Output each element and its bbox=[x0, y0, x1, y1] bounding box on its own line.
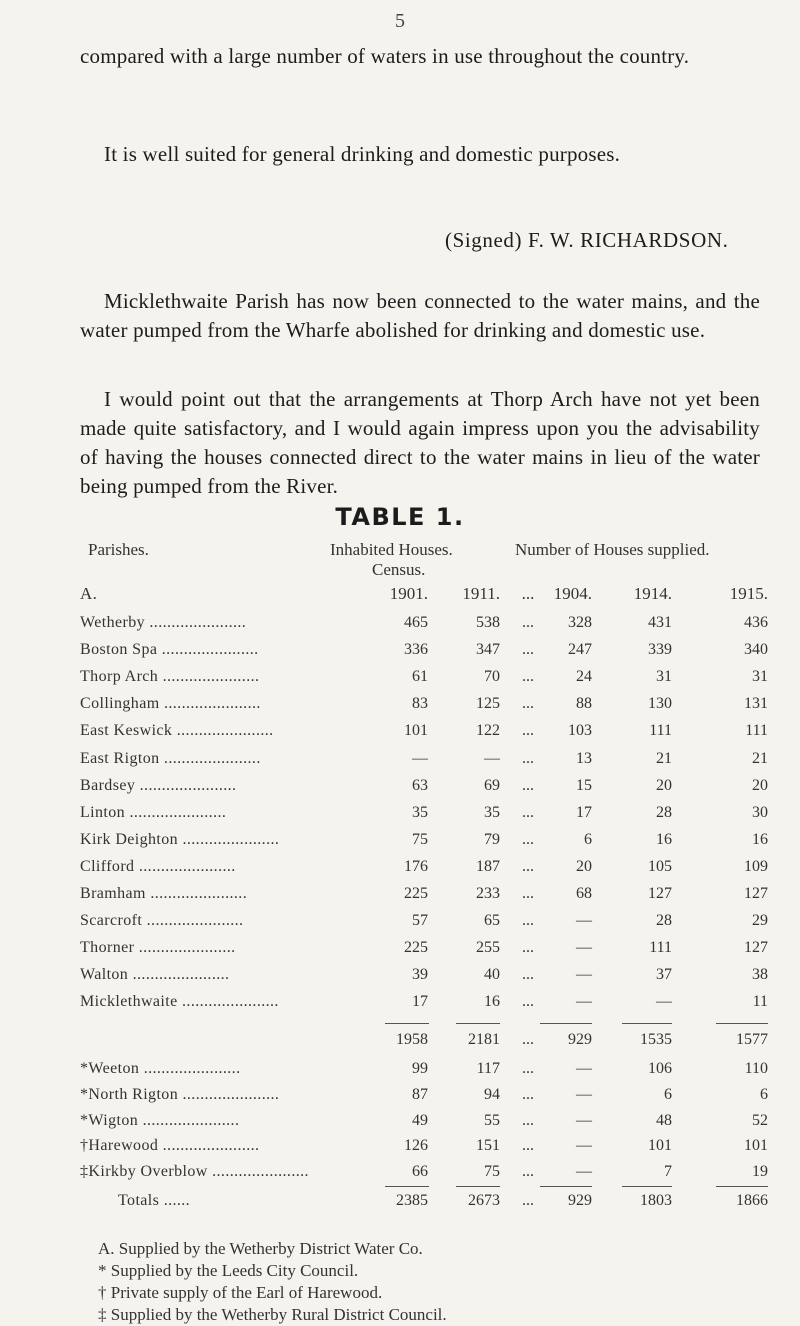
houses-1911: 94 bbox=[484, 1085, 500, 1103]
supplied-1914: 127 bbox=[648, 885, 672, 902]
leader-dots: ...................... bbox=[162, 668, 260, 686]
houses-1911: 35 bbox=[484, 803, 500, 821]
totals-separator: ... bbox=[522, 1192, 534, 1209]
houses-1911: — bbox=[484, 749, 500, 767]
rule bbox=[716, 1023, 768, 1024]
parish-name bbox=[80, 939, 385, 957]
houses-1911: 70 bbox=[484, 668, 500, 686]
supplied-1904: — bbox=[576, 912, 592, 930]
houses-1911: 75 bbox=[484, 1163, 500, 1181]
subtotal-row bbox=[0, 1031, 800, 1057]
houses-1911: 55 bbox=[484, 1111, 500, 1129]
parish-label: East Rigton bbox=[80, 749, 160, 767]
supplied-1904: — bbox=[576, 1163, 592, 1181]
parish-name bbox=[80, 993, 385, 1011]
parish-name bbox=[80, 966, 385, 984]
rule bbox=[622, 1023, 672, 1024]
houses-1901: 49 bbox=[412, 1111, 428, 1129]
table-row bbox=[0, 722, 800, 748]
houses-1911: 187 bbox=[476, 857, 500, 875]
houses-1901: 465 bbox=[404, 614, 428, 631]
subtotal-1915: 1577 bbox=[736, 1031, 768, 1048]
supplied-1915: 6 bbox=[760, 1085, 768, 1103]
totals-1904: 929 bbox=[568, 1192, 592, 1209]
supplied-1915: 21 bbox=[752, 749, 768, 767]
houses-1911: 65 bbox=[484, 912, 500, 930]
houses-1901: 99 bbox=[412, 1060, 428, 1077]
column-separator: ... bbox=[522, 857, 534, 875]
table-row bbox=[0, 966, 800, 992]
table-row bbox=[0, 695, 800, 721]
supplied-1915: 30 bbox=[752, 803, 768, 821]
houses-1901: 61 bbox=[412, 668, 428, 686]
header-inhabited-houses: Inhabited Houses. bbox=[330, 540, 453, 559]
supplied-1914: — bbox=[656, 993, 672, 1011]
year-1911: 1911. bbox=[462, 584, 500, 603]
parish-name bbox=[80, 1163, 385, 1181]
supplied-1904: 20 bbox=[576, 857, 592, 875]
subtotal-1904: 929 bbox=[568, 1031, 592, 1048]
houses-1901: 57 bbox=[412, 912, 428, 930]
column-separator: ... bbox=[522, 1137, 534, 1155]
houses-1901: — bbox=[412, 749, 428, 767]
column-separator: ... bbox=[522, 912, 534, 930]
parish-name bbox=[80, 668, 385, 686]
intro-paragraph: compared with a large number of waters in use throughout the country. bbox=[80, 44, 690, 68]
supplied-1914: 48 bbox=[656, 1111, 672, 1129]
houses-1911: 233 bbox=[476, 885, 500, 902]
houses-1901: 75 bbox=[412, 830, 428, 848]
column-separator: ... bbox=[522, 722, 534, 740]
header-years-row bbox=[0, 584, 800, 610]
supplied-1915: 436 bbox=[744, 614, 768, 631]
totals-row bbox=[0, 1192, 800, 1218]
group-a-label: A. bbox=[80, 584, 98, 603]
column-separator: ... bbox=[522, 1111, 534, 1129]
supplied-1904: — bbox=[576, 1060, 592, 1077]
leader-dots: ...................... bbox=[162, 1137, 260, 1155]
column-separator: ... bbox=[522, 1163, 534, 1181]
table-row bbox=[0, 858, 800, 884]
leader-dots: ...................... bbox=[176, 722, 274, 740]
supplied-1904: 15 bbox=[576, 776, 592, 794]
supplied-1915: 20 bbox=[752, 776, 768, 794]
supplied-1914: 339 bbox=[648, 641, 672, 659]
leader-dots: ...................... bbox=[182, 1085, 280, 1103]
table-row bbox=[0, 1086, 800, 1112]
supplied-1915: 127 bbox=[744, 885, 768, 902]
year-1915: 1915. bbox=[729, 584, 768, 603]
rule bbox=[716, 1186, 768, 1187]
houses-1911: 79 bbox=[484, 830, 500, 848]
rule bbox=[385, 1186, 429, 1187]
supplied-1915: 101 bbox=[744, 1137, 768, 1155]
parish-name bbox=[80, 885, 385, 903]
supplied-1915: 19 bbox=[752, 1163, 768, 1181]
table-row bbox=[0, 993, 800, 1019]
parish-name bbox=[80, 777, 385, 795]
supplied-1915: 109 bbox=[744, 857, 768, 875]
supplied-1915: 11 bbox=[752, 993, 768, 1011]
supplied-1914: 105 bbox=[648, 857, 672, 875]
parish-label: Clifford bbox=[80, 857, 135, 875]
houses-1911: 117 bbox=[476, 1060, 500, 1077]
parish-label: ‡Kirkby Overblow bbox=[80, 1163, 208, 1181]
supplied-1915: 31 bbox=[752, 668, 768, 686]
micklethwaite-paragraph: Micklethwaite Parish has now been connected to the water mains, and the water pumped from the Wharfe abolished for drinking and domestic use. bbox=[80, 289, 760, 342]
header-census: Census. bbox=[372, 560, 426, 579]
signature: (Signed) F. W. RICHARDSON. bbox=[445, 228, 729, 252]
header-parishes: Parishes. bbox=[88, 540, 149, 559]
parish-name bbox=[80, 1137, 385, 1155]
rule bbox=[540, 1186, 592, 1187]
houses-1901: 66 bbox=[412, 1163, 428, 1181]
supplied-1914: 21 bbox=[656, 749, 672, 767]
table-row bbox=[0, 1112, 800, 1138]
supplied-1904: 6 bbox=[584, 830, 592, 848]
parish-label: *North Rigton bbox=[80, 1085, 179, 1103]
supplied-1914: 111 bbox=[649, 939, 672, 957]
parish-label: Bramham bbox=[80, 885, 146, 902]
parish-label: Bardsey bbox=[80, 776, 136, 794]
subtotal-1914: 1535 bbox=[640, 1031, 672, 1048]
supplied-1915: 340 bbox=[744, 641, 768, 659]
column-separator: ... bbox=[522, 776, 534, 794]
year-1914: 1914. bbox=[633, 584, 672, 603]
thorp-arch-paragraph: I would point out that the arrangements at Thorp Arch have not yet been made quite satisfactory, and I would again impress upon you the advisability of having the houses connected direct to the water mains in lieu of the water being pumped from the River. bbox=[80, 387, 760, 498]
parish-label: Walton bbox=[80, 966, 129, 984]
supplied-1915: 127 bbox=[744, 939, 768, 957]
houses-1901: 336 bbox=[404, 641, 428, 659]
houses-1901: 35 bbox=[412, 803, 428, 821]
supplied-1915: 16 bbox=[752, 830, 768, 848]
column-separator: ... bbox=[522, 993, 534, 1011]
rule bbox=[622, 1186, 672, 1187]
parish-name bbox=[80, 858, 385, 876]
table-row bbox=[0, 912, 800, 938]
supplied-1914: 130 bbox=[648, 695, 672, 713]
parish-label: Kirk Deighton bbox=[80, 830, 179, 848]
parish-label: Micklethwaite bbox=[80, 993, 178, 1011]
leader-dots: ...................... bbox=[182, 830, 280, 848]
leader-dots: ...................... bbox=[149, 614, 247, 631]
parish-name bbox=[80, 695, 385, 713]
supplied-1914: 6 bbox=[664, 1085, 672, 1103]
houses-1911: 122 bbox=[476, 722, 500, 740]
parish-name bbox=[80, 641, 385, 659]
supplied-1904: — bbox=[576, 966, 592, 984]
supplied-1915: 131 bbox=[744, 695, 768, 713]
footnote-star: * Supplied by the Leeds City Council. bbox=[98, 1261, 359, 1280]
supplied-1915: 29 bbox=[752, 912, 768, 930]
supplied-1904: 24 bbox=[576, 668, 592, 686]
footnote-double-dagger: ‡ Supplied by the Wetherby Rural District Council. bbox=[98, 1305, 447, 1324]
houses-1911: 538 bbox=[476, 614, 500, 631]
leader-dots: ...................... bbox=[138, 939, 236, 957]
parish-name bbox=[80, 614, 385, 632]
column-separator: ... bbox=[522, 641, 534, 659]
houses-1901: 225 bbox=[404, 885, 428, 902]
parish-label: Collingham bbox=[80, 695, 160, 713]
year-1901: 1901. bbox=[389, 584, 428, 603]
totals-1914: 1803 bbox=[640, 1192, 672, 1209]
column-separator: ... bbox=[522, 1060, 534, 1077]
totals-1901: 2385 bbox=[396, 1192, 428, 1209]
rule bbox=[385, 1023, 429, 1024]
leader-dots: ...................... bbox=[129, 803, 227, 821]
leader-dots: ...................... bbox=[142, 1111, 240, 1129]
table-title: TABLE 1. bbox=[335, 503, 465, 531]
supplied-1915: 38 bbox=[752, 966, 768, 984]
supplied-1914: 106 bbox=[648, 1060, 672, 1077]
supplied-1914: 28 bbox=[656, 803, 672, 821]
houses-1911: 125 bbox=[476, 695, 500, 713]
parish-label: Wetherby bbox=[80, 614, 145, 631]
supplied-1904: 88 bbox=[576, 695, 592, 713]
supplied-1914: 111 bbox=[649, 722, 672, 740]
column-separator: ... bbox=[522, 668, 534, 686]
houses-1911: 40 bbox=[484, 966, 500, 984]
supplied-1915: 111 bbox=[745, 722, 768, 740]
footnote-a: A. Supplied by the Wetherby District Water Co. bbox=[98, 1239, 423, 1258]
rule bbox=[456, 1186, 500, 1187]
year-separator: ... bbox=[521, 584, 535, 603]
parish-name bbox=[80, 750, 385, 768]
parish-name bbox=[80, 1086, 385, 1104]
totals-1911: 2673 bbox=[468, 1192, 500, 1209]
parish-label: *Wigton bbox=[80, 1111, 139, 1129]
parish-name bbox=[80, 1060, 385, 1078]
supplied-1904: — bbox=[576, 939, 592, 957]
leader-dots: ...................... bbox=[163, 749, 261, 767]
table-row bbox=[0, 885, 800, 911]
subtotal-1901: 1958 bbox=[396, 1031, 428, 1048]
suitability-paragraph: It is well suited for general drinking and domestic purposes. bbox=[104, 142, 621, 166]
totals-label bbox=[118, 1192, 423, 1210]
table-row bbox=[0, 750, 800, 776]
leader-dots: ...................... bbox=[182, 993, 279, 1011]
page-number: 5 bbox=[395, 10, 405, 32]
footnotes bbox=[98, 1238, 447, 1326]
column-separator: ... bbox=[522, 749, 534, 767]
supplied-1904: 103 bbox=[568, 722, 592, 740]
leader-dots: ...................... bbox=[139, 776, 237, 794]
houses-1901: 126 bbox=[404, 1137, 428, 1155]
totals-text: Totals bbox=[118, 1192, 160, 1209]
rule bbox=[456, 1023, 500, 1024]
supplied-1904: — bbox=[576, 993, 592, 1011]
leader-dots: ...................... bbox=[150, 885, 248, 902]
supplied-1914: 101 bbox=[648, 1137, 672, 1155]
houses-1911: 255 bbox=[476, 939, 500, 957]
parish-name bbox=[80, 804, 385, 822]
column-separator: ... bbox=[522, 830, 534, 848]
supplied-1904: — bbox=[576, 1085, 592, 1103]
parish-label: *Weeton bbox=[80, 1060, 140, 1077]
houses-1901: 87 bbox=[412, 1085, 428, 1103]
parish-name bbox=[80, 722, 385, 740]
column-separator: ... bbox=[522, 614, 534, 631]
houses-1901: 176 bbox=[404, 857, 428, 875]
parish-label: Scarcroft bbox=[80, 912, 143, 930]
column-separator: ... bbox=[522, 803, 534, 821]
supplied-1904: — bbox=[576, 1111, 592, 1129]
houses-1901: 83 bbox=[412, 695, 428, 713]
table-row bbox=[0, 1137, 800, 1163]
supplied-1914: 7 bbox=[664, 1163, 672, 1181]
table-row bbox=[0, 668, 800, 694]
year-1904: 1904. bbox=[553, 584, 592, 603]
totals-leader: ...... bbox=[163, 1192, 191, 1209]
leader-dots: ...................... bbox=[212, 1163, 309, 1181]
supplied-1914: 28 bbox=[656, 912, 672, 930]
houses-1901: 39 bbox=[412, 966, 428, 984]
rule bbox=[540, 1023, 592, 1024]
supplied-1904: 68 bbox=[576, 885, 592, 902]
parish-label: †Harewood bbox=[80, 1137, 159, 1155]
parish-label: Thorner bbox=[80, 939, 135, 957]
leader-dots: ...................... bbox=[138, 857, 236, 875]
supplied-1915: 52 bbox=[752, 1111, 768, 1129]
table-row bbox=[0, 614, 800, 640]
leader-dots: ...................... bbox=[163, 695, 261, 713]
supplied-1914: 16 bbox=[656, 830, 672, 848]
houses-1901: 63 bbox=[412, 776, 428, 794]
subtotal-separator: ... bbox=[522, 1031, 534, 1048]
houses-1901: 17 bbox=[412, 993, 428, 1011]
header-houses-supplied: Number of Houses supplied. bbox=[515, 540, 710, 559]
footnote-dagger: † Private supply of the Earl of Harewood. bbox=[98, 1283, 383, 1302]
table-row bbox=[0, 804, 800, 830]
table-row bbox=[0, 1060, 800, 1086]
column-separator: ... bbox=[522, 939, 534, 957]
parish-label: Linton bbox=[80, 803, 126, 821]
supplied-1904: 247 bbox=[568, 641, 592, 659]
parish-label: Thorp Arch bbox=[80, 668, 159, 686]
leader-dots: ...................... bbox=[146, 912, 244, 930]
column-separator: ... bbox=[522, 1085, 534, 1103]
leader-dots: ...................... bbox=[161, 641, 259, 659]
parish-name bbox=[80, 912, 385, 930]
parish-name bbox=[80, 831, 385, 849]
supplied-1904: 17 bbox=[576, 803, 592, 821]
table-row bbox=[0, 777, 800, 803]
houses-1901: 101 bbox=[404, 722, 428, 740]
supplied-1904: 13 bbox=[576, 749, 592, 767]
column-separator: ... bbox=[522, 695, 534, 713]
houses-1901: 225 bbox=[404, 939, 428, 957]
parish-label: Boston Spa bbox=[80, 641, 158, 659]
leader-dots: ...................... bbox=[132, 966, 230, 984]
parish-label: East Keswick bbox=[80, 722, 173, 740]
supplied-1914: 20 bbox=[656, 776, 672, 794]
parish-name bbox=[80, 1112, 385, 1130]
houses-1911: 151 bbox=[476, 1137, 500, 1155]
supplied-1914: 37 bbox=[656, 966, 672, 984]
column-separator: ... bbox=[522, 966, 534, 984]
supplied-1904: — bbox=[576, 1137, 592, 1155]
table-row bbox=[0, 939, 800, 965]
leader-dots: ...................... bbox=[143, 1060, 241, 1077]
table-row bbox=[0, 641, 800, 667]
supplied-1914: 431 bbox=[648, 614, 672, 631]
supplied-1915: 110 bbox=[744, 1060, 768, 1077]
column-separator: ... bbox=[522, 885, 534, 902]
houses-1911: 69 bbox=[484, 776, 500, 794]
subtotal-1911: 2181 bbox=[468, 1031, 500, 1048]
supplied-1904: 328 bbox=[568, 614, 592, 631]
table-row bbox=[0, 831, 800, 857]
houses-1911: 16 bbox=[484, 993, 500, 1011]
totals-1915: 1866 bbox=[736, 1192, 768, 1209]
houses-1911: 347 bbox=[476, 641, 500, 659]
supplied-1914: 31 bbox=[656, 668, 672, 686]
